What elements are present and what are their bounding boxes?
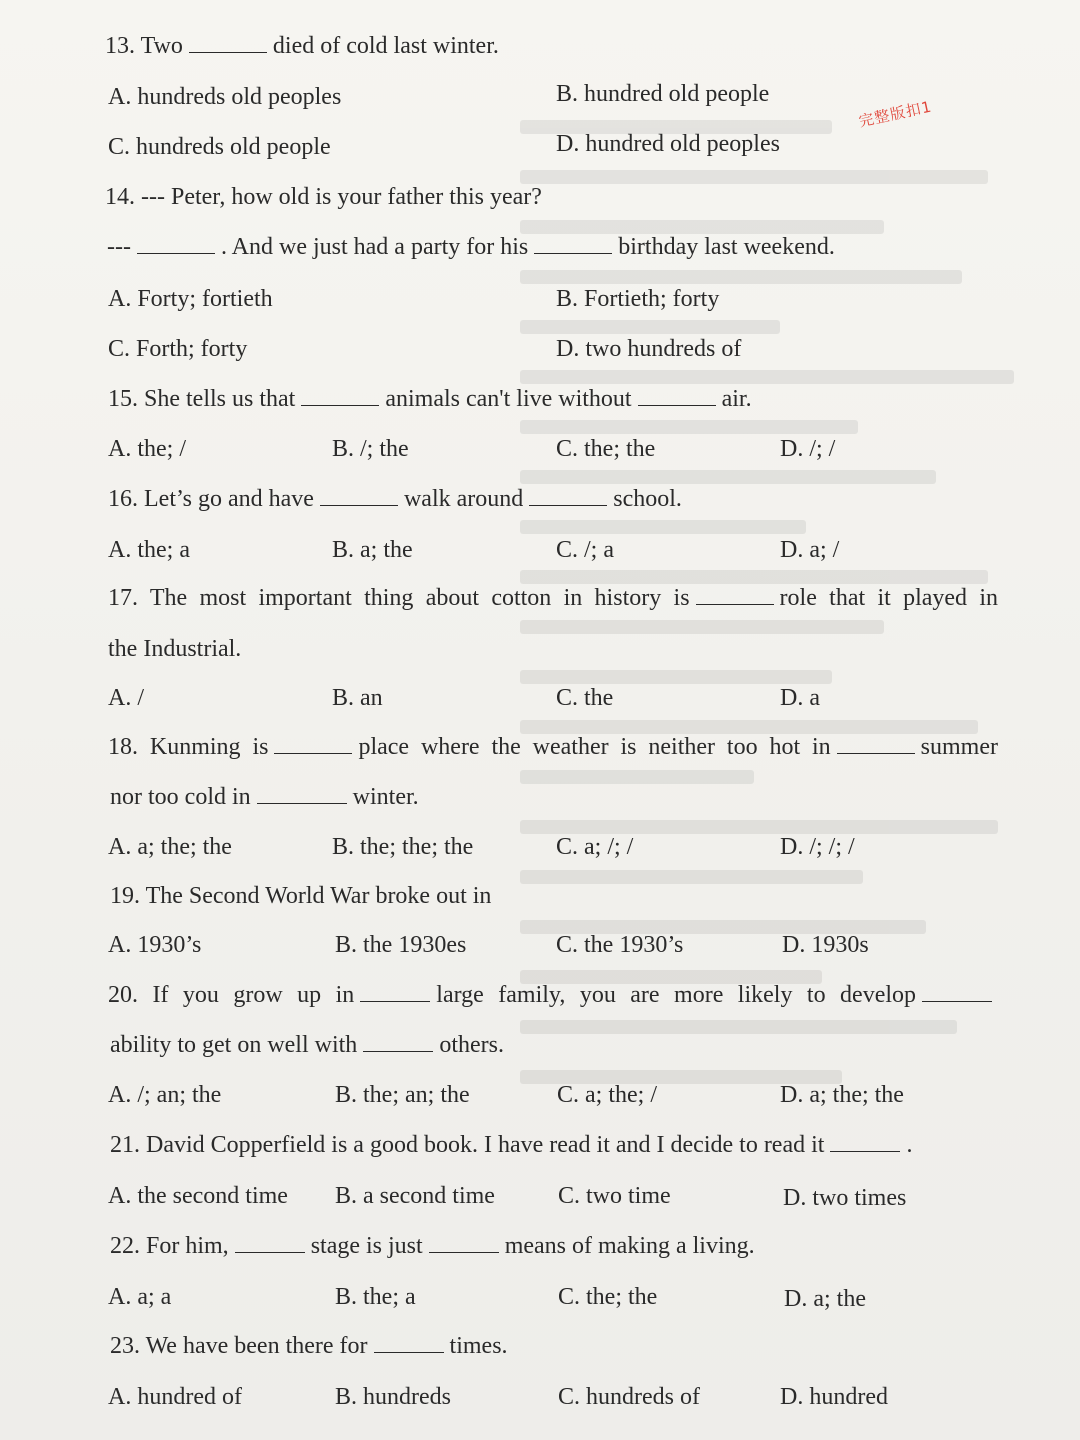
option-d[interactable]: D. hundred (780, 1384, 888, 1410)
option-c[interactable]: C. a; the; / (557, 1082, 657, 1108)
question-number: 19. (110, 883, 140, 909)
question-23-stem (0, 1326, 1080, 1366)
question-20-options (0, 1075, 1080, 1115)
question-text: . (906, 1132, 913, 1158)
answer-blank[interactable] (837, 731, 915, 754)
answer-blank[interactable] (374, 1330, 444, 1353)
question-text: others. (439, 1032, 504, 1058)
question-text: For him, (146, 1233, 229, 1259)
option-a[interactable]: A. /; an; the (108, 1082, 222, 1108)
option-a[interactable]: A. hundred of (108, 1384, 242, 1410)
answer-blank[interactable] (301, 383, 379, 406)
question-text: --- (107, 234, 131, 260)
question-text: the Industrial. (108, 636, 242, 662)
option-b[interactable]: B. hundred old people (556, 81, 770, 107)
option-a[interactable]: A. a; a (108, 1284, 172, 1310)
answer-blank[interactable] (360, 979, 430, 1002)
option-b[interactable]: B. a second time (335, 1183, 495, 1209)
question-text: nor too cold in (110, 784, 251, 810)
option-d[interactable]: D. 1930s (782, 932, 869, 958)
answer-blank[interactable] (534, 231, 612, 254)
option-c[interactable]: C. the; the (558, 1284, 658, 1310)
question-20-stem-line2 (0, 1025, 1080, 1065)
question-number: 17. (108, 585, 138, 611)
question-number: 23. (110, 1333, 140, 1359)
answer-blank[interactable] (830, 1129, 900, 1152)
question-text: The most important thing about cotton in history is (149, 585, 690, 611)
option-c[interactable]: C. /; a (556, 537, 614, 563)
option-c[interactable]: C. two time (558, 1183, 671, 1209)
answer-blank[interactable] (320, 483, 398, 506)
question-number: 15. (108, 386, 138, 412)
question-text: winter. (352, 784, 419, 810)
answer-blank[interactable] (922, 979, 992, 1002)
answer-blank[interactable] (137, 231, 215, 254)
question-text: walk around (403, 486, 524, 512)
question-19-stem (0, 876, 1080, 916)
question-17-stem-line2 (0, 629, 1080, 669)
question-17-stem (0, 578, 1080, 618)
question-text: air. (721, 386, 752, 412)
option-b[interactable]: B. Fortieth; forty (556, 286, 720, 312)
question-text: Two (140, 33, 183, 59)
option-a[interactable]: A. the second time (108, 1183, 288, 1209)
option-d[interactable]: D. a (780, 685, 820, 711)
option-b[interactable]: B. a; the (332, 537, 413, 563)
answer-blank[interactable] (429, 1230, 499, 1253)
question-text: means of making a living. (504, 1233, 755, 1259)
question-number: 18. (108, 734, 138, 760)
option-d[interactable]: D. a; the (784, 1286, 866, 1312)
question-text: ability to get on well with (110, 1032, 358, 1058)
question-text: large family, you are more likely to develop (436, 982, 917, 1008)
question-text: . And we just had a party for his (220, 234, 529, 260)
option-c[interactable]: C. the; the (556, 436, 656, 462)
question-14-stem (0, 177, 1080, 217)
question-text: Let’s go and have (144, 486, 314, 512)
answer-blank[interactable] (696, 582, 774, 605)
question-18-stem-line2 (0, 777, 1080, 817)
question-21-stem (0, 1125, 1080, 1165)
answer-blank[interactable] (189, 30, 267, 53)
answer-blank[interactable] (235, 1230, 305, 1253)
option-c[interactable]: C. hundreds old people (108, 134, 331, 160)
option-c[interactable]: C. Forth; forty (108, 336, 248, 362)
option-a[interactable]: A. / (108, 685, 144, 711)
question-15-options (0, 429, 1080, 469)
question-text: died of cold last winter. (272, 33, 499, 59)
question-17-options (0, 678, 1080, 718)
question-21-options (0, 1176, 1080, 1216)
question-text: stage is just (310, 1233, 423, 1259)
question-text: If you grow up in (152, 982, 355, 1008)
option-b[interactable]: B. the; a (335, 1284, 416, 1310)
question-19-options (0, 925, 1080, 965)
red-stamp: 完整版扣1 (857, 97, 934, 131)
option-b[interactable]: B. an (332, 685, 383, 711)
question-text: animals can't live without (385, 386, 632, 412)
question-13-stem (0, 26, 1080, 66)
question-20-stem (0, 975, 1080, 1015)
option-a[interactable]: A. the; / (108, 436, 186, 462)
answer-blank[interactable] (363, 1029, 433, 1052)
question-22-options (0, 1277, 1080, 1317)
question-text: We have been there for (145, 1333, 368, 1359)
option-d[interactable]: D. /; / (780, 436, 836, 462)
option-d[interactable]: D. hundred old peoples (556, 131, 780, 157)
option-d[interactable]: D. two hundreds of (556, 336, 742, 362)
question-18-stem (0, 727, 1080, 767)
question-text: role that it played in (779, 585, 999, 611)
question-number: 14. (105, 184, 135, 210)
question-text: --- Peter, how old is your father this year? (141, 184, 542, 210)
option-b[interactable]: B. the; an; the (335, 1082, 470, 1108)
question-14-options-row1 (0, 279, 1080, 319)
question-13-options-row1 (0, 77, 1080, 117)
option-c[interactable]: C. the (556, 685, 614, 711)
question-15-stem (0, 379, 1080, 419)
option-b[interactable]: B. the 1930es (335, 932, 467, 958)
question-text: Kunming is (149, 734, 269, 760)
option-b[interactable]: B. the; the; the (332, 834, 474, 860)
question-text: David Copperfield is a good book. I have read it and I decide to read it (146, 1132, 825, 1158)
question-14-options-row2 (0, 329, 1080, 369)
question-text: summer (920, 734, 998, 760)
answer-blank[interactable] (257, 781, 347, 804)
question-number: 16. (108, 486, 138, 512)
question-22-stem (0, 1226, 1080, 1266)
question-18-options (0, 827, 1080, 867)
question-14-stem-line2 (0, 227, 1080, 267)
option-c[interactable]: C. hundreds of (558, 1384, 700, 1410)
question-number: 20. (108, 982, 138, 1008)
option-a[interactable]: A. a; the; the (108, 834, 232, 860)
option-a[interactable]: A. 1930’s (108, 932, 202, 958)
question-number: 13. (105, 33, 135, 59)
question-text: place where the weather is neither too hot in (358, 734, 831, 760)
question-23-options (0, 1377, 1080, 1417)
option-c[interactable]: C. a; /; / (556, 834, 634, 860)
option-b[interactable]: B. hundreds (335, 1384, 451, 1410)
question-text: The Second World War broke out in (145, 883, 492, 909)
question-text: She tells us that (144, 386, 296, 412)
question-text: birthday last weekend. (618, 234, 835, 260)
question-number: 21. (110, 1132, 140, 1158)
question-13-options-row2 (0, 127, 1080, 167)
option-a[interactable]: A. Forty; fortieth (108, 286, 273, 312)
option-c[interactable]: C. the 1930’s (556, 932, 684, 958)
option-a[interactable]: A. the; a (108, 537, 190, 563)
question-number: 22. (110, 1233, 140, 1259)
answer-blank[interactable] (638, 383, 716, 406)
answer-blank[interactable] (529, 483, 607, 506)
option-d[interactable]: D. a; the; the (780, 1082, 904, 1108)
question-16-options (0, 530, 1080, 570)
answer-blank[interactable] (274, 731, 352, 754)
question-16-stem (0, 479, 1080, 519)
option-d[interactable]: D. /; /; / (780, 834, 855, 860)
option-d[interactable]: D. a; / (780, 537, 840, 563)
option-a[interactable]: A. hundreds old peoples (108, 84, 342, 110)
question-text: times. (449, 1333, 508, 1359)
option-b[interactable]: B. /; the (332, 436, 409, 462)
option-d[interactable]: D. two times (783, 1185, 907, 1211)
question-text: school. (613, 486, 682, 512)
